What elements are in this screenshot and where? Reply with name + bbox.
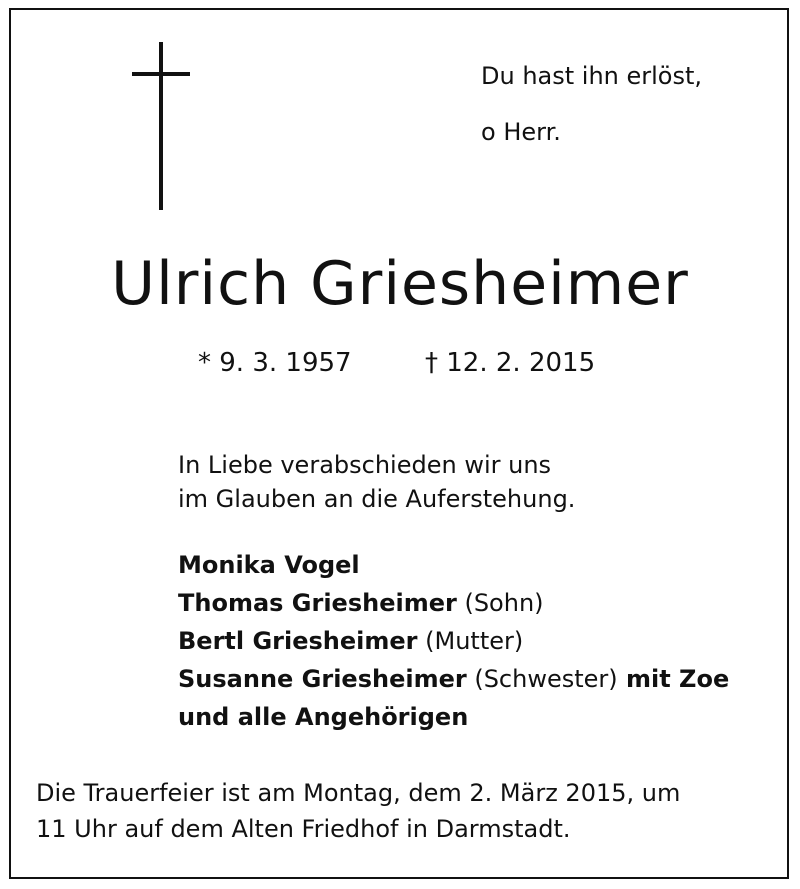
funeral-line-1: Die Trauerfeier ist am Montag, dem 2. März 2015, um: [36, 779, 681, 807]
mourner-row: [178, 622, 729, 660]
death-date: † 12. 2. 2015: [425, 348, 596, 378]
funeral-line-2: 11 Uhr auf dem Alten Friedhof in Darmstadt.: [36, 815, 571, 843]
mourner-row: [178, 546, 729, 584]
mourner-relation: (Sohn): [456, 589, 544, 617]
farewell-text: [178, 448, 575, 516]
mourner-name: Monika Vogel: [178, 551, 360, 579]
farewell-line-1: In Liebe verabschieden wir uns: [178, 451, 552, 479]
mourner-suffix: mit Zoe: [617, 665, 730, 693]
mourner-row: [178, 584, 729, 622]
mourner-name: Bertl Griesheimer: [178, 627, 418, 655]
deceased-name: Ulrich Griesheimer: [111, 249, 689, 319]
mourner-row: [178, 660, 729, 698]
mourner-name: Thomas Griesheimer: [178, 589, 457, 617]
mourner-name: Susanne Griesheimer: [178, 665, 467, 693]
motto-line-2: o Herr.: [481, 118, 561, 146]
mourner-name: und alle Angehörigen: [178, 703, 469, 731]
birth-date: * 9. 3. 1957: [198, 348, 352, 378]
motto-line-1: Du hast ihn erlöst,: [481, 62, 703, 90]
mourner-row: [178, 698, 729, 736]
mourners-list: [178, 546, 729, 736]
obituary-frame: [9, 8, 789, 879]
farewell-line-2: im Glauben an die Auferstehung.: [178, 485, 576, 513]
mourner-relation: (Mutter): [417, 627, 524, 655]
cross-icon: [132, 42, 190, 210]
mourner-relation: (Schwester): [466, 665, 618, 693]
funeral-notice: [36, 775, 776, 847]
